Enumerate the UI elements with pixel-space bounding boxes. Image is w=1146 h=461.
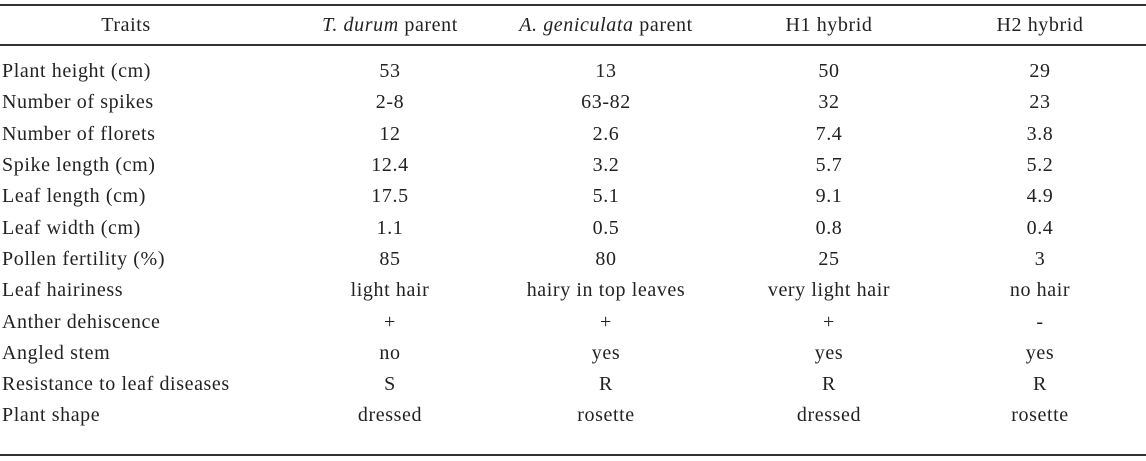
geniculata-parent-cell: + [600, 310, 612, 333]
table-row [0, 338, 1146, 369]
h2-hybrid-cell: 5.2 [1026, 154, 1054, 177]
h2-hybrid-cell: 0.4 [1026, 216, 1054, 239]
header-geniculata-species: A. geniculata [519, 13, 634, 36]
durum-parent-cell: 17.5 [371, 185, 409, 208]
trait-cell: Leaf hairiness [2, 279, 124, 302]
trait-cell: Pollen fertility (%) [2, 247, 166, 270]
table-row [0, 275, 1146, 306]
durum-parent-cell: S [384, 373, 396, 396]
durum-parent-cell: no [379, 341, 401, 364]
geniculata-parent-cell: 63-82 [581, 91, 631, 114]
table-row [0, 369, 1146, 400]
h2-hybrid-cell: 4.9 [1026, 185, 1054, 208]
table-row [0, 306, 1146, 337]
h1-hybrid-cell: 0.8 [815, 216, 843, 239]
header-durum-species: T. durum [322, 13, 399, 36]
h1-hybrid-cell: 9.1 [815, 185, 843, 208]
header-geniculata-suffix: parent [633, 13, 693, 36]
h1-hybrid-cell: 5.7 [815, 154, 843, 177]
trait-cell: Number of spikes [2, 91, 154, 114]
table-row [0, 212, 1146, 243]
geniculata-parent-cell: 80 [595, 247, 617, 270]
header-h2-hybrid: H2 hybrid [996, 13, 1084, 36]
h2-hybrid-cell: R [1033, 373, 1047, 396]
geniculata-parent-cell: R [599, 373, 613, 396]
h2-hybrid-cell: 23 [1029, 91, 1051, 114]
geniculata-parent-cell: 13 [595, 60, 617, 83]
header-traits: Traits [101, 13, 151, 36]
table-row [0, 87, 1146, 118]
header-geniculata-parent [488, 6, 724, 44]
h2-hybrid-cell: 3.8 [1026, 122, 1054, 145]
trait-cell: Spike length (cm) [2, 154, 156, 177]
durum-parent-cell: light hair [350, 279, 430, 302]
h1-hybrid-cell: yes [814, 341, 844, 364]
durum-parent-cell: 85 [379, 247, 401, 270]
table-row [0, 181, 1146, 212]
trait-cell: Resistance to leaf diseases [2, 373, 230, 396]
trait-cell: Plant height (cm) [2, 60, 152, 83]
h2-hybrid-cell: yes [1025, 341, 1055, 364]
geniculata-parent-cell: 2.6 [592, 122, 620, 145]
h1-hybrid-cell: very light hair [767, 279, 891, 302]
geniculata-parent-cell: 0.5 [592, 216, 620, 239]
table-row [0, 400, 1146, 431]
h2-hybrid-cell: rosette [1011, 404, 1069, 427]
h1-hybrid-cell: + [823, 310, 835, 333]
table-bottom-rule [0, 454, 1146, 456]
header-h1-hybrid: H1 hybrid [785, 13, 873, 36]
durum-parent-cell: 2-8 [375, 91, 405, 114]
geniculata-parent-cell: 5.1 [592, 185, 620, 208]
durum-parent-cell: 12 [379, 122, 401, 145]
geniculata-parent-cell: 3.2 [592, 154, 620, 177]
geniculata-parent-cell: yes [591, 341, 621, 364]
h1-hybrid-cell: 32 [818, 91, 840, 114]
durum-parent-cell: 12.4 [371, 154, 409, 177]
durum-parent-cell: 53 [379, 60, 401, 83]
trait-cell: Angled stem [2, 341, 111, 364]
h1-hybrid-cell: 7.4 [815, 122, 843, 145]
h1-hybrid-cell: 25 [818, 247, 840, 270]
header-durum-suffix: parent [398, 13, 458, 36]
h2-hybrid-cell: 29 [1029, 60, 1051, 83]
h1-hybrid-cell: 50 [818, 60, 840, 83]
geniculata-parent-cell: hairy in top leaves [526, 279, 686, 302]
header-durum-parent [292, 6, 488, 44]
table-row [0, 119, 1146, 150]
trait-cell: Number of florets [2, 122, 156, 145]
trait-cell: Leaf length (cm) [2, 185, 146, 208]
h2-hybrid-cell: - [1036, 310, 1044, 333]
table-row [0, 150, 1146, 181]
header-row [0, 6, 1146, 44]
durum-parent-cell: dressed [357, 404, 423, 427]
h1-hybrid-cell: dressed [796, 404, 862, 427]
table-row [0, 56, 1146, 87]
h2-hybrid-cell: 3 [1034, 247, 1046, 270]
table-header [0, 6, 1146, 56]
trait-cell: Anther dehiscence [2, 310, 161, 333]
data-table [0, 6, 1146, 432]
durum-parent-cell: + [384, 310, 396, 333]
trait-cell: Plant shape [2, 404, 101, 427]
table-body [0, 56, 1146, 432]
table-row [0, 244, 1146, 275]
trait-cell: Leaf width (cm) [2, 216, 141, 239]
h2-hybrid-cell: no hair [1009, 279, 1071, 302]
geniculata-parent-cell: rosette [577, 404, 635, 427]
durum-parent-cell: 1.1 [376, 216, 404, 239]
h1-hybrid-cell: R [822, 373, 836, 396]
